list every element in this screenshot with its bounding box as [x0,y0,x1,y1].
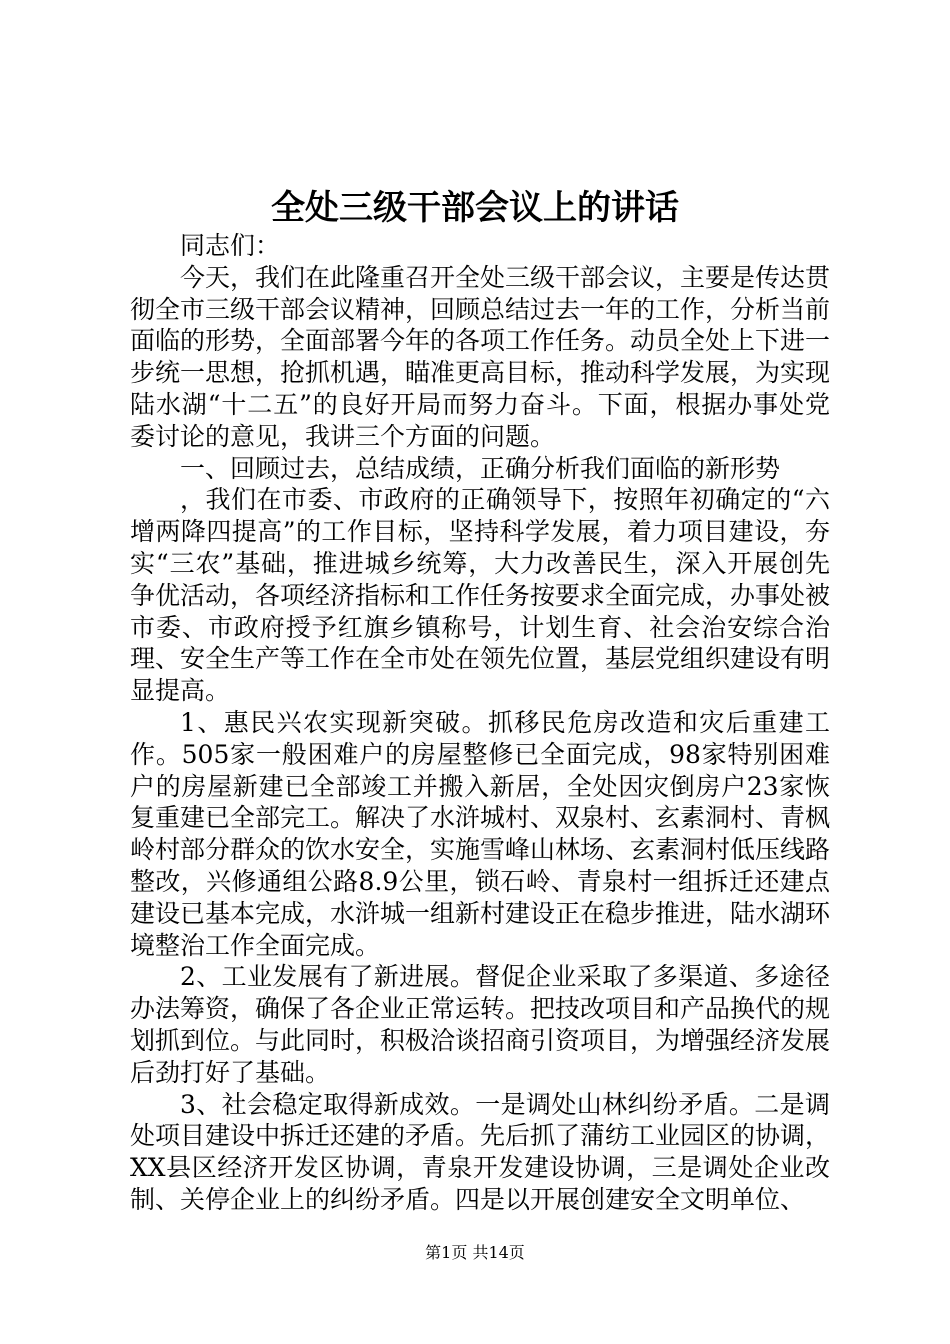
salutation-paragraph: 同志们： [180,231,281,260]
document-title: 全处三级干部会议上的讲话 [271,188,679,228]
page-footer: 第1页 共14页 [425,1243,525,1262]
section-heading: 一、回顾过去，总结成绩，正确分析我们面临的新形势 [180,453,781,483]
document-body [130,230,830,1216]
item-3-paragraph: 3、社会稳定取得新成效。一是调处山林纠纷矛盾。二是调处项目建设中拆迁还建的矛盾。先后抓了蒲纺工业园区的协调，XX县区经济开发区协调，青泉开发建设协调，三是调处企业改制、关停企业上的纠纷矛盾。四是以开展创建安全文明单位、 [130,1089,831,1214]
item-1-paragraph: 1、惠民兴农实现新突破。抓移民危房改造和灾后重建工作。505家一般困难户的房屋整修已全面完成，98家特别困难户的房屋新建已全部竣工并搬入新居，全处因灾倒房户23家恢复重建已全部完工。解决了水浒城村、双泉村、玄素洞村、青枫岭村部分群众的饮水安全，实施雪峰山林场、玄素洞村低压线路整改，兴修通组公路8.9公里，锁石岭、青泉村一组拆迁还建点建设已基本完成，水浒城一组新村建设正在稳步推进，陆水湖环境整治工作全面完成。 [130,707,831,960]
intro-paragraph: 今天，我们在此隆重召开全处三级干部会议，主要是传达贯彻全市三级干部会议精神，回顾总结过去一年的工作，分析当前面临的形势，全面部署今年的各项工作任务。动员全处上下进一步统一思想，抢抓机遇，瞄准更高目标，推动科学发展，为实现陆水湖“十二五”的良好开局而努力奋斗。下面，根据办事处党委讨论的意见，我讲三个方面的问题。 [130,262,831,451]
item-2-paragraph: 2、工业发展有了新进展。督促企业采取了多渠道、多途径办法筹资，确保了各企业正常运转。把技改项目和产品换代的规划抓到位。与此同时，积极洽谈招商引资项目，为增强经济发展后劲打好了基础。 [130,962,831,1087]
review-paragraph: ，我们在市委、市政府的正确领导下，按照年初确定的“六增两降四提高”的工作目标，坚持科学发展，着力项目建设，夯实“三农”基础，推进城乡统筹，大力改善民生，深入开展创先争优活动，各项经济指标和工作任务按要求全面完成，办事处被市委、市政府授予红旗乡镇称号，计划生育、社会治安综合治理、安全生产等工作在全市处在领先位置，基层党组织建设有明显提高。 [130,485,831,706]
